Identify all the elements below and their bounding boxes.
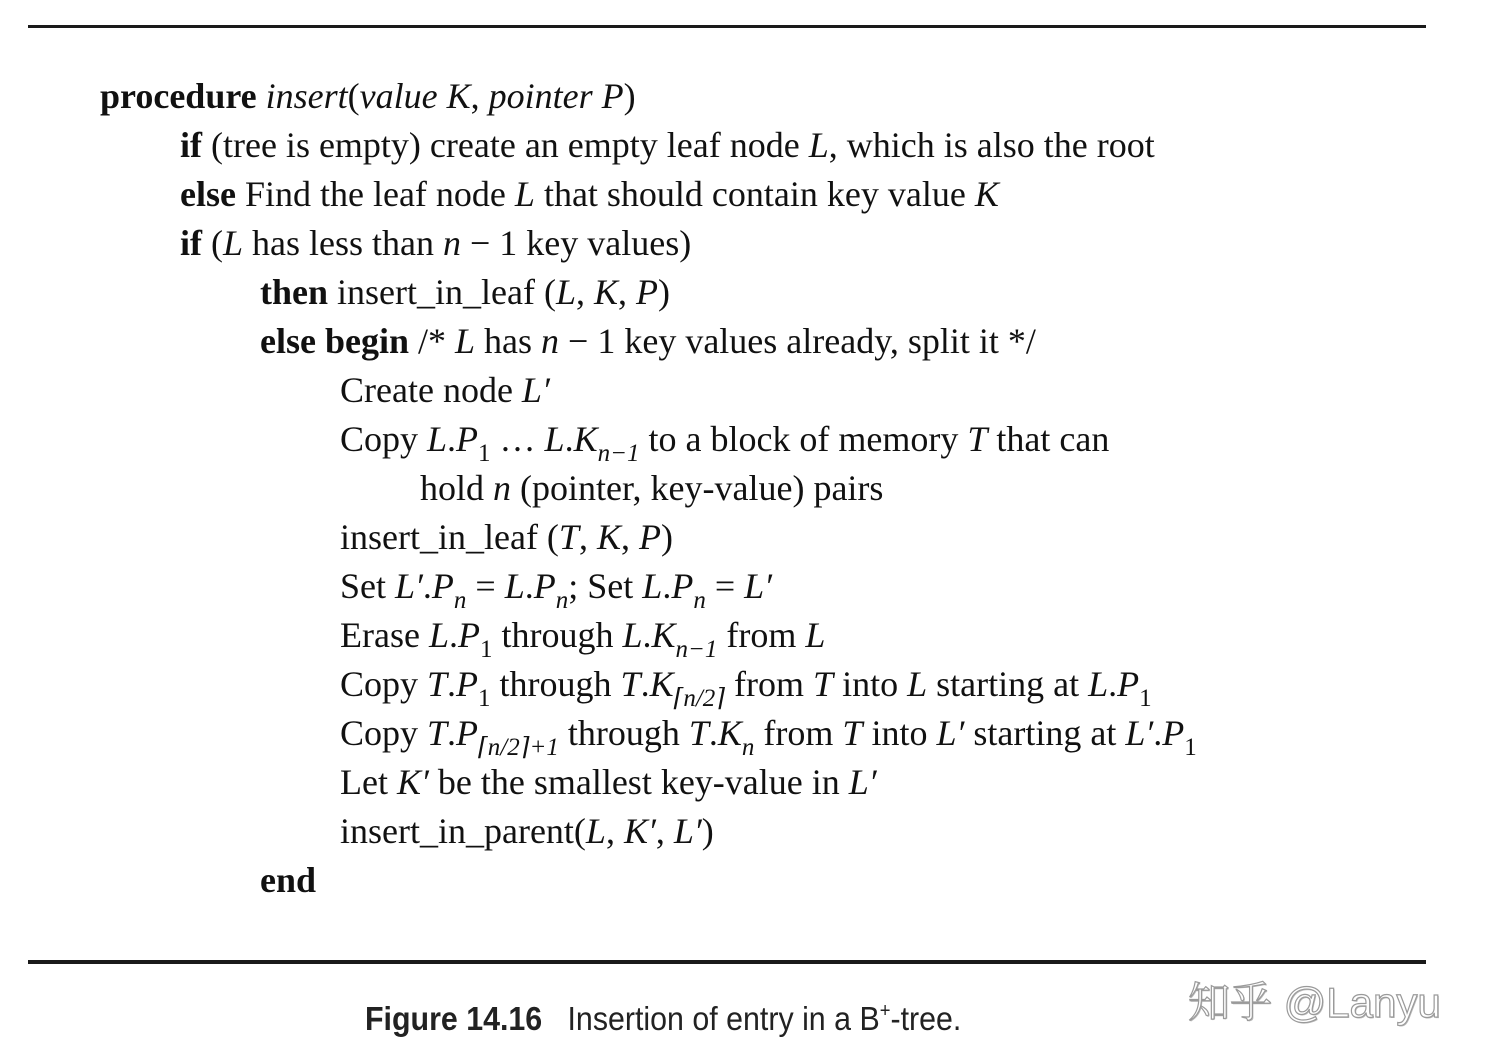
math-variable: L	[808, 125, 829, 165]
math-variable: T	[813, 664, 834, 704]
subscript: n	[555, 587, 569, 614]
code-text: (pointer, key-value) pairs	[511, 468, 884, 508]
code-text: ,	[620, 517, 639, 557]
code-text: =	[466, 566, 505, 606]
code-text: .	[422, 566, 432, 606]
subscript: 1	[478, 440, 491, 467]
code-text: − 1 key values)	[461, 223, 692, 263]
code-text: has	[475, 321, 542, 361]
code-text: Let	[340, 762, 397, 802]
pseudocode-line	[420, 464, 883, 513]
math-variable: L′	[521, 370, 550, 410]
math-variable: K	[593, 272, 618, 312]
subscript: ⌈n/2⌉+1	[478, 734, 559, 761]
code-text: into	[862, 713, 937, 753]
keyword: if	[180, 223, 202, 263]
caption-text: Insertion of entry in a B	[567, 1000, 880, 1037]
keyword: if	[180, 125, 202, 165]
math-variable: T	[967, 419, 988, 459]
pseudocode-line	[340, 660, 1152, 712]
code-text: Copy	[340, 713, 428, 753]
math-variable: L	[544, 419, 565, 459]
math-variable: n	[541, 321, 560, 361]
pseudocode-line	[340, 758, 877, 807]
code-text: =	[705, 566, 745, 606]
subscript: 1	[1184, 734, 1197, 761]
code-text: .	[642, 615, 652, 655]
code-text: from	[754, 713, 843, 753]
keyword: procedure	[100, 76, 257, 116]
subscript: 1	[478, 685, 491, 712]
keyword: else	[180, 174, 236, 214]
code-text: .	[708, 713, 718, 753]
code-text: through	[492, 615, 623, 655]
watermark: 知乎 @Lanyu	[1188, 979, 1441, 1026]
code-text: ,	[575, 272, 594, 312]
math-variable: T	[620, 664, 641, 704]
math-variable: K′	[396, 762, 429, 802]
code-text: ,	[617, 272, 636, 312]
code-text	[257, 76, 266, 116]
code-text: ,	[605, 811, 624, 851]
code-text: .	[564, 419, 574, 459]
subscript: 1	[479, 636, 493, 663]
code-text: , which is also the root	[828, 125, 1155, 165]
math-variable: L	[428, 615, 449, 655]
bottom-rule	[28, 960, 1426, 964]
code-text: insert_in_parent(	[340, 811, 586, 851]
subscript: n−1	[675, 636, 718, 663]
math-variable: L	[622, 615, 643, 655]
code-text: hold	[420, 468, 494, 508]
code-text: .	[640, 664, 650, 704]
code-text: insert_in_leaf (	[340, 517, 559, 557]
subscript: n	[741, 734, 755, 761]
math-variable: P	[533, 566, 556, 606]
math-variable: K	[651, 615, 676, 655]
pseudocode-line	[260, 317, 1036, 366]
top-rule	[28, 25, 1426, 28]
math-variable: T	[688, 713, 709, 753]
pseudocode-line	[180, 170, 999, 219]
math-variable: P	[671, 566, 694, 606]
math-variable: K	[974, 174, 999, 214]
math-variable: P	[431, 566, 454, 606]
pseudocode-line	[260, 268, 670, 317]
math-variable: L	[455, 321, 476, 361]
caption-text-end: -tree.	[890, 1000, 962, 1037]
code-text: Find the leaf node	[235, 174, 515, 214]
code-text: .	[447, 419, 457, 459]
math-variable: L′	[395, 566, 423, 606]
code-text: ,	[655, 811, 674, 851]
pseudocode-line	[340, 807, 714, 856]
code-text: )	[657, 272, 670, 312]
code-text: to a block of memory	[639, 419, 968, 459]
math-variable: K	[573, 419, 598, 459]
math-variable: L	[805, 615, 826, 655]
caption-superscript: +	[879, 1000, 891, 1022]
math-variable: T	[558, 517, 579, 557]
code-text: .	[448, 615, 458, 655]
math-variable: T	[427, 713, 448, 753]
math-variable: P	[1117, 664, 1140, 704]
keyword: end	[260, 860, 317, 900]
math-variable: L	[223, 223, 244, 263]
code-text: has less than	[243, 223, 443, 263]
code-text: be the smallest key-value in	[428, 762, 849, 802]
code-text: /*	[409, 321, 456, 361]
subscript: ⌈n/2⌉	[673, 685, 726, 712]
pseudocode-line	[100, 72, 636, 121]
math-variable: n	[493, 468, 512, 508]
math-variable: P	[635, 272, 658, 312]
math-variable: K	[596, 517, 621, 557]
math-variable: value K	[359, 76, 471, 116]
math-variable: L	[1088, 664, 1109, 704]
math-variable: T	[842, 713, 863, 753]
code-text: that can	[987, 419, 1110, 459]
code-text: into	[833, 664, 908, 704]
subscript: 1	[1139, 685, 1152, 712]
code-text: .	[447, 664, 457, 704]
code-text: ,	[470, 76, 489, 116]
math-variable: P	[456, 713, 479, 753]
math-variable: L	[642, 566, 663, 606]
code-text: through	[558, 713, 689, 753]
math-variable: P	[638, 517, 661, 557]
code-text: that should contain key value	[534, 174, 975, 214]
math-variable: insert	[265, 76, 348, 116]
figure-label: Figure 14.16	[365, 1000, 543, 1037]
code-text: starting at	[964, 713, 1126, 753]
code-text: .	[1153, 713, 1163, 753]
code-text: Copy	[340, 664, 428, 704]
math-variable: P	[456, 419, 479, 459]
math-variable: K	[717, 713, 742, 753]
pseudocode-line	[340, 611, 826, 663]
math-variable: P	[456, 664, 479, 704]
subscript: n	[693, 587, 706, 614]
code-text: …	[490, 419, 545, 459]
code-text: (	[202, 223, 223, 263]
code-text: .	[1108, 664, 1118, 704]
math-variable: P	[1162, 713, 1185, 753]
math-variable: L′	[744, 566, 773, 606]
keyword: else begin	[260, 321, 409, 361]
code-text: − 1 key values already, split it */	[559, 321, 1036, 361]
math-variable: K′	[623, 811, 656, 851]
math-variable: L′	[936, 713, 965, 753]
pseudocode-line	[340, 513, 673, 562]
code-text: ,	[578, 517, 597, 557]
math-variable: pointer P	[488, 76, 624, 116]
pseudocode-line	[340, 562, 773, 614]
figure-caption	[365, 1000, 961, 1038]
math-variable: L	[514, 174, 535, 214]
code-text: )	[660, 517, 673, 557]
code-text: Copy	[340, 419, 428, 459]
code-text: starting at	[927, 664, 1089, 704]
pseudocode-line	[340, 415, 1110, 467]
math-variable: K	[649, 664, 674, 704]
code-text: through	[490, 664, 621, 704]
code-text: )	[701, 811, 714, 851]
math-variable: L′	[1125, 713, 1154, 753]
math-variable: L	[555, 272, 576, 312]
code-text: Set	[340, 566, 396, 606]
pseudocode-line	[340, 709, 1197, 761]
code-text: .	[662, 566, 672, 606]
keyword: then	[260, 272, 329, 312]
pseudocode-line	[260, 856, 316, 905]
code-text: Erase	[340, 615, 429, 655]
subscript: n−1	[597, 440, 640, 467]
code-text: Create node	[340, 370, 522, 410]
math-variable: L	[907, 664, 928, 704]
code-text: from	[717, 615, 806, 655]
code-text: (tree is empty) create an empty leaf node	[202, 125, 809, 165]
pseudocode-line	[180, 219, 691, 268]
code-text: ; Set	[568, 566, 643, 606]
code-text: from	[725, 664, 814, 704]
math-variable: n	[443, 223, 461, 263]
code-text: )	[623, 76, 636, 116]
pseudocode-line	[340, 366, 550, 415]
pseudocode-line	[180, 121, 1155, 170]
code-text: (	[347, 76, 360, 116]
math-variable: L′	[673, 811, 702, 851]
code-text: .	[447, 713, 457, 753]
math-variable: P	[457, 615, 480, 655]
code-text: insert_in_leaf (	[328, 272, 556, 312]
code-text: .	[524, 566, 534, 606]
math-variable: L′	[848, 762, 877, 802]
math-variable: L	[427, 419, 448, 459]
math-variable: T	[427, 664, 448, 704]
subscript: n	[453, 587, 467, 614]
math-variable: L	[585, 811, 606, 851]
math-variable: L	[504, 566, 525, 606]
